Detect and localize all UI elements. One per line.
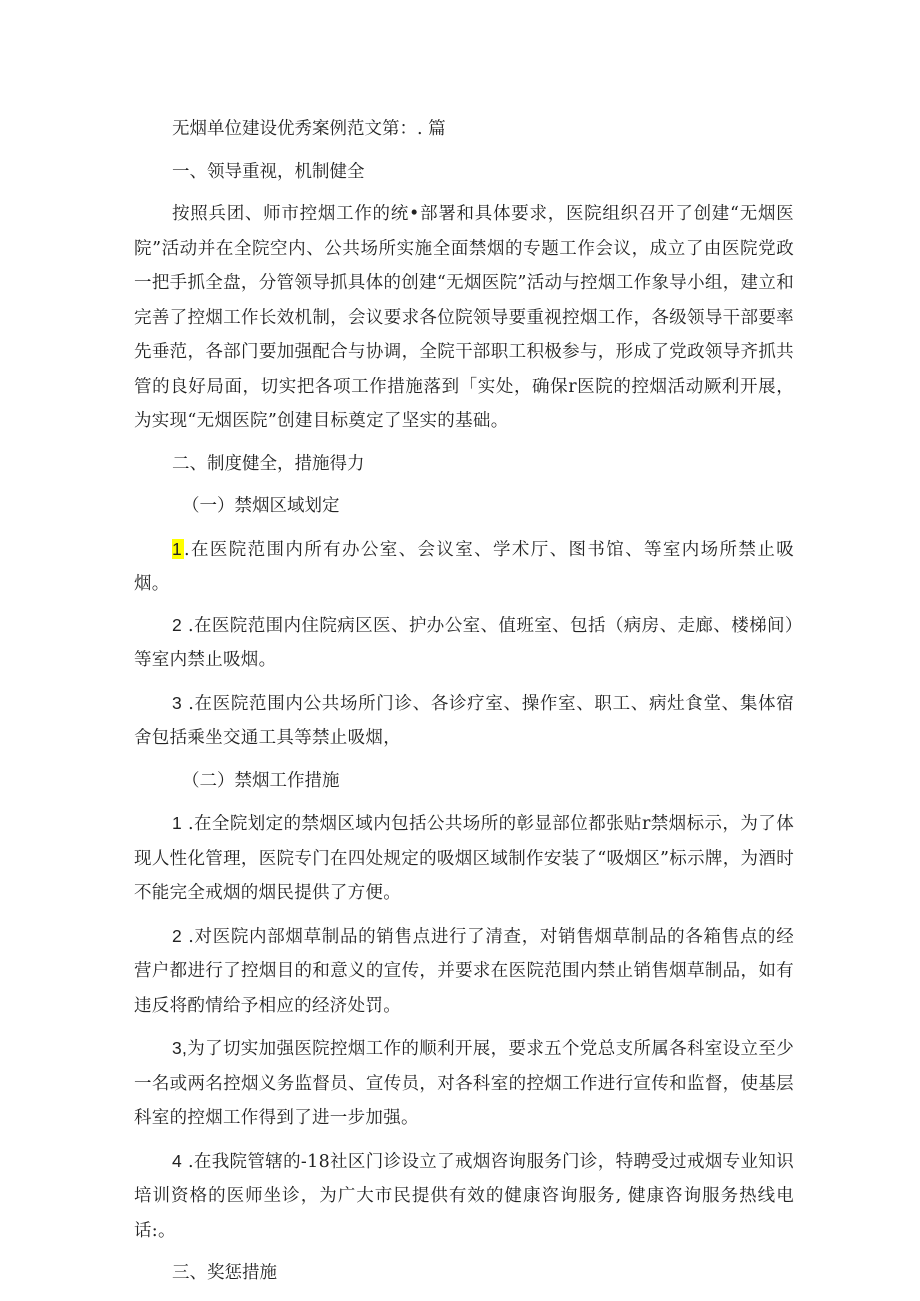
item-number: 4 [172, 1150, 183, 1171]
item-text: .在医院范围内所有办公室、会议室、学术厅、图书馆、等室内场所禁止吸烟。 [134, 539, 794, 594]
subsection-2-title: （二）禁烟工作措施 [182, 770, 340, 791]
item-number: 3, [172, 1038, 188, 1058]
subsection-2-item-1 [134, 806, 794, 911]
item-text: .在全院划定的禁烟区域内包括公共场所的彰显部位都张贴r禁烟标示，为了体现人性化管理，医院专门在四处规定的吸烟区域制作安装了“吸烟区”标示牌，为酒时不能完全戒烟的烟民提供了方便。 [134, 814, 794, 903]
subsection-2-item-2 [134, 919, 794, 1024]
item-text: .在医院范围内公共场所门诊、各诊疗室、操作室、职工、病灶食堂、集体宿舍包括乘坐交通工具等禁止吸烟， [134, 693, 794, 748]
item-number: 2 [172, 925, 183, 946]
highlighted-item-number: 1 [172, 538, 183, 559]
item-text: .在我院管辖的-18社区门诊设立了戒烟咨询服务门诊，特聘受过戒烟专业知识培训资格的医师坐诊，为广大市民提供有效的健康咨询服务, 健康咨询服务热线电话:。 [134, 1151, 794, 1241]
section-1-heading: 一、领导重视，机制健全 [172, 161, 365, 182]
item-number: 1 [172, 813, 183, 833]
item-number: 2 [172, 614, 183, 635]
section-2-heading: 二、制度健全，措施得力 [172, 453, 365, 474]
subsection-1-title: （一）禁烟区域划定 [182, 496, 340, 516]
subsection-2-item-4 [134, 1144, 794, 1249]
document-body [134, 112, 794, 1299]
item-text: .在医院范围内住院病区医、护办公室、值班室、包括（病房、走廊、楼梯间）等室内禁止吸烟。 [134, 615, 794, 670]
item-text: .对医院内部烟草制品的销售点进行了清查，对销售烟草制品的各箱售点的经营户都进行了控烟目的和意义的宣传，并要求在医院范围内禁止销售烟草制品，如有违反将酌情给予相应的经济处罚。 [134, 926, 794, 1016]
document-title: 无烟单位建设优秀案例范文第：. 篇 [172, 119, 446, 139]
subsection-2-item-3 [134, 1031, 794, 1136]
item-number: 3 [172, 692, 183, 713]
section-3-heading: 三、奖惩措施 [172, 1263, 277, 1283]
subsection-1-item-2 [134, 608, 794, 678]
subsection-1-item-1 [134, 532, 794, 602]
subsection-1-item-3 [134, 686, 794, 756]
section-1-paragraph: 按照兵团、师市控烟工作的统•部署和具体要求，医院组织召开了创建“无烟医院”活动并在全院空内、公共场所实施全面禁烟的专题工作会议，成立了由医院党政一把手抓全盘，分管领导抓具体的创建“无烟医院”活动与控烟工作象导小组，建立和完善了控烟工作长效机制，会议要求各位院领导要重视控烟工作，各级领导干部要率先垂范，各部门要加强配合与协调，全院干部职工积极参与，形成了党政领导齐抓共管的良好局面，切实把各项工作措施落到「实处，确保r医院的控烟活动厥利开展，为实现“无烟医院”创建目标奠定了坚实的基础。 [134, 204, 794, 431]
item-text: 为了切实加强医院控烟工作的顺利开展，要求五个党总支所属各科室设立至少一名或两名控烟义务监督员、宣传员，对各科室的控烟工作进行宣传和监督，使基层科室的控烟工作得到了进一步加强。 [134, 1039, 794, 1128]
